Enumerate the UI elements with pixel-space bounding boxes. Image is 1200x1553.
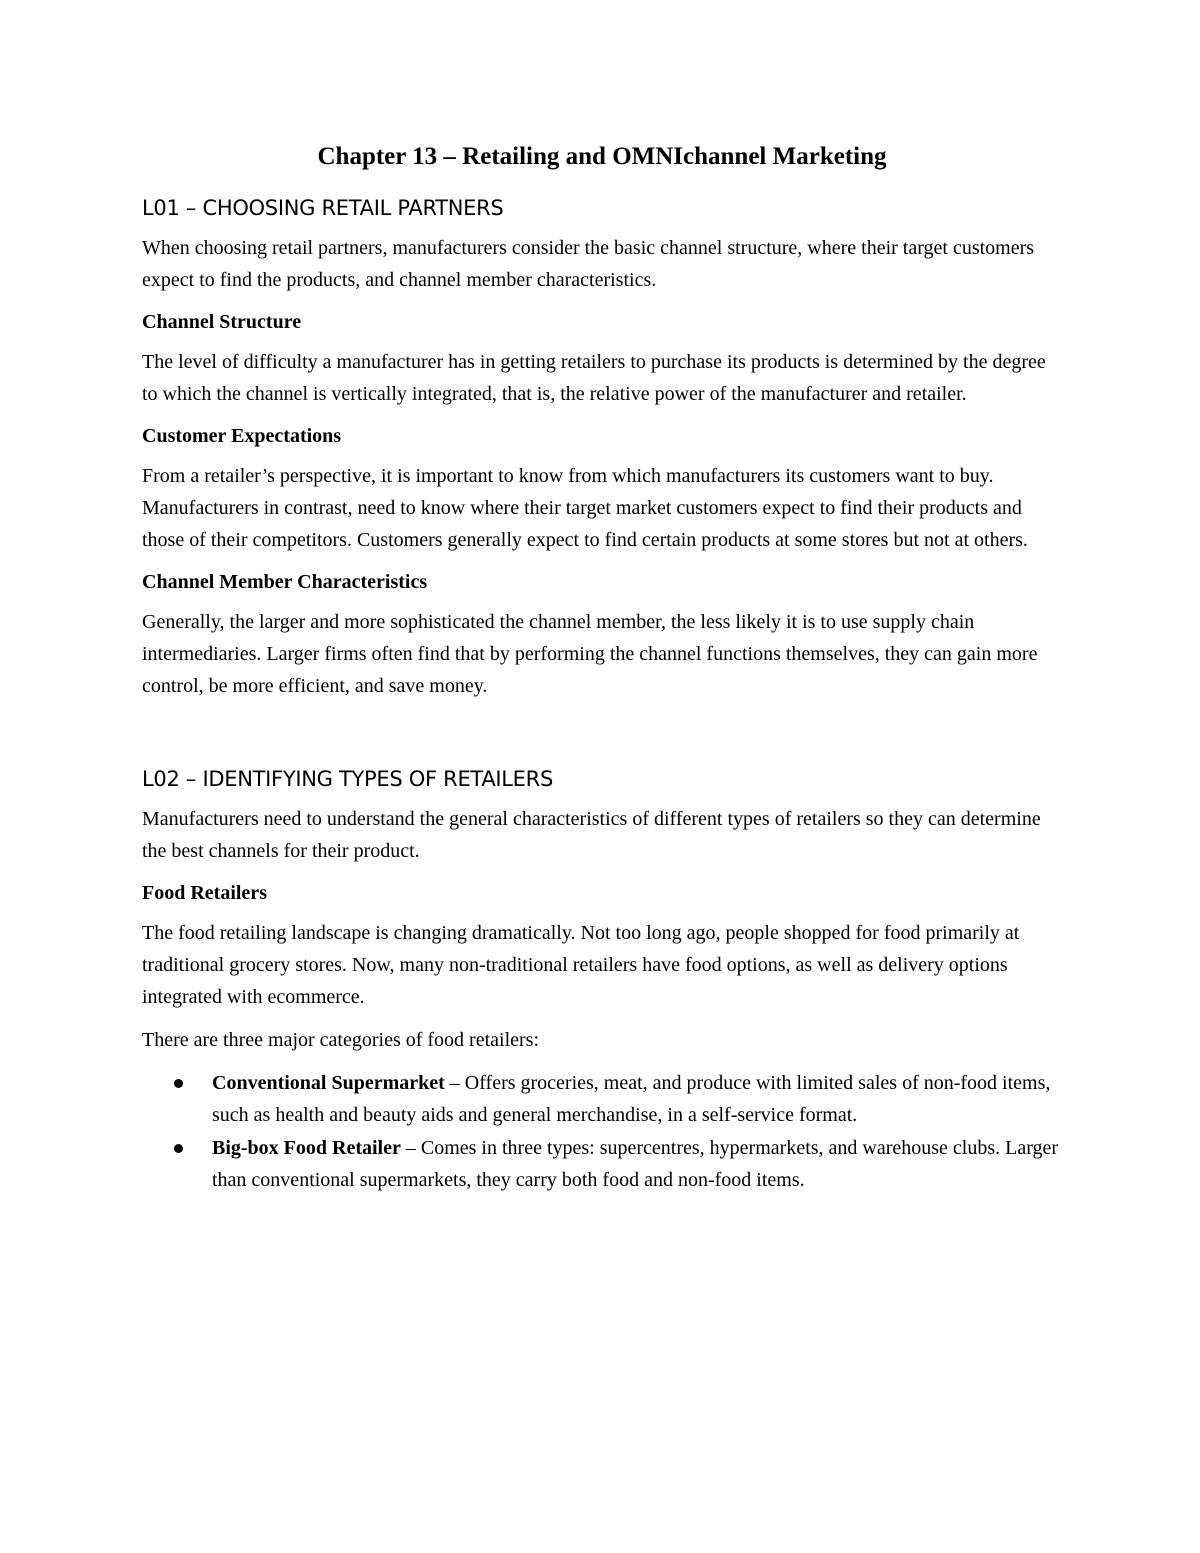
food-retailer-categories-list: [142, 1067, 1062, 1196]
document-body: [142, 140, 1062, 1197]
section-heading-l02: L02 – IDENTIFYING TYPES OF RETAILERS: [142, 767, 553, 791]
list-item: [142, 1132, 1062, 1196]
section-intro-l02: Manufacturers need to understand the general characteristics of different types of retailers so they can determine the best channels for their product.: [142, 808, 1041, 862]
paragraph-channel-structure: The level of difficulty a manufacturer has in getting retailers to purchase its products is determined by the degree to which the channel is vertically integrated, that is, the relative power of the manufacturer and retailer.: [142, 351, 1046, 405]
subheading-food-retailers: Food Retailers: [142, 882, 267, 904]
list-item: [142, 1067, 1062, 1131]
subheading-channel-member-characteristics: Channel Member Characteristics: [142, 571, 428, 593]
section-intro-l01: When choosing retail partners, manufacturers consider the basic channel structure, where their target customers expect to find the products, and channel member characteristics.: [142, 237, 1035, 291]
list-item-description: – Comes in three types: supercentres, hypermarkets, and warehouse clubs. Larger than conventional supermarkets, they carry both food and non-food items.: [212, 1137, 1059, 1191]
paragraph-channel-member-characteristics: Generally, the larger and more sophisticated the channel member, the less likely it is to use supply chain intermediaries. Larger firms often find that by performing the channel functions themselves, they can gain more control, be more efficient, and save money.: [142, 611, 1038, 697]
subheading-customer-expectations: Customer Expectations: [142, 425, 342, 447]
section-heading-l01: L01 – CHOOSING RETAIL PARTNERS: [142, 196, 504, 220]
list-intro-food-retailers: There are three major categories of food retailers:: [142, 1029, 540, 1051]
bullet-icon: [174, 1079, 183, 1088]
list-item-description: – Offers groceries, meat, and produce with limited sales of non-food items, such as health and beauty aids and general merchandise, in a self-service format.: [212, 1072, 1051, 1126]
paragraph-food-retailers: The food retailing landscape is changing dramatically. Not too long ago, people shopped for food primarily at traditional grocery stores. Now, many non-traditional retailers have food options, as well as delivery options integrated with ecommerce.: [142, 922, 1020, 1008]
list-item-term: Conventional Supermarket: [212, 1072, 445, 1094]
list-item-term: Big-box Food Retailer: [212, 1137, 401, 1159]
subheading-channel-structure: Channel Structure: [142, 311, 302, 333]
page-title: Chapter 13 – Retailing and OMNIchannel Marketing: [317, 143, 887, 170]
paragraph-customer-expectations: From a retailer’s perspective, it is important to know from which manufacturers its customers want to buy. Manufacturers in contrast, need to know where their target market customers expect to find their products and those of their competitors. Customers generally expect to find certain products at some stores but not at others.: [142, 465, 1028, 551]
bullet-icon: [174, 1144, 183, 1153]
